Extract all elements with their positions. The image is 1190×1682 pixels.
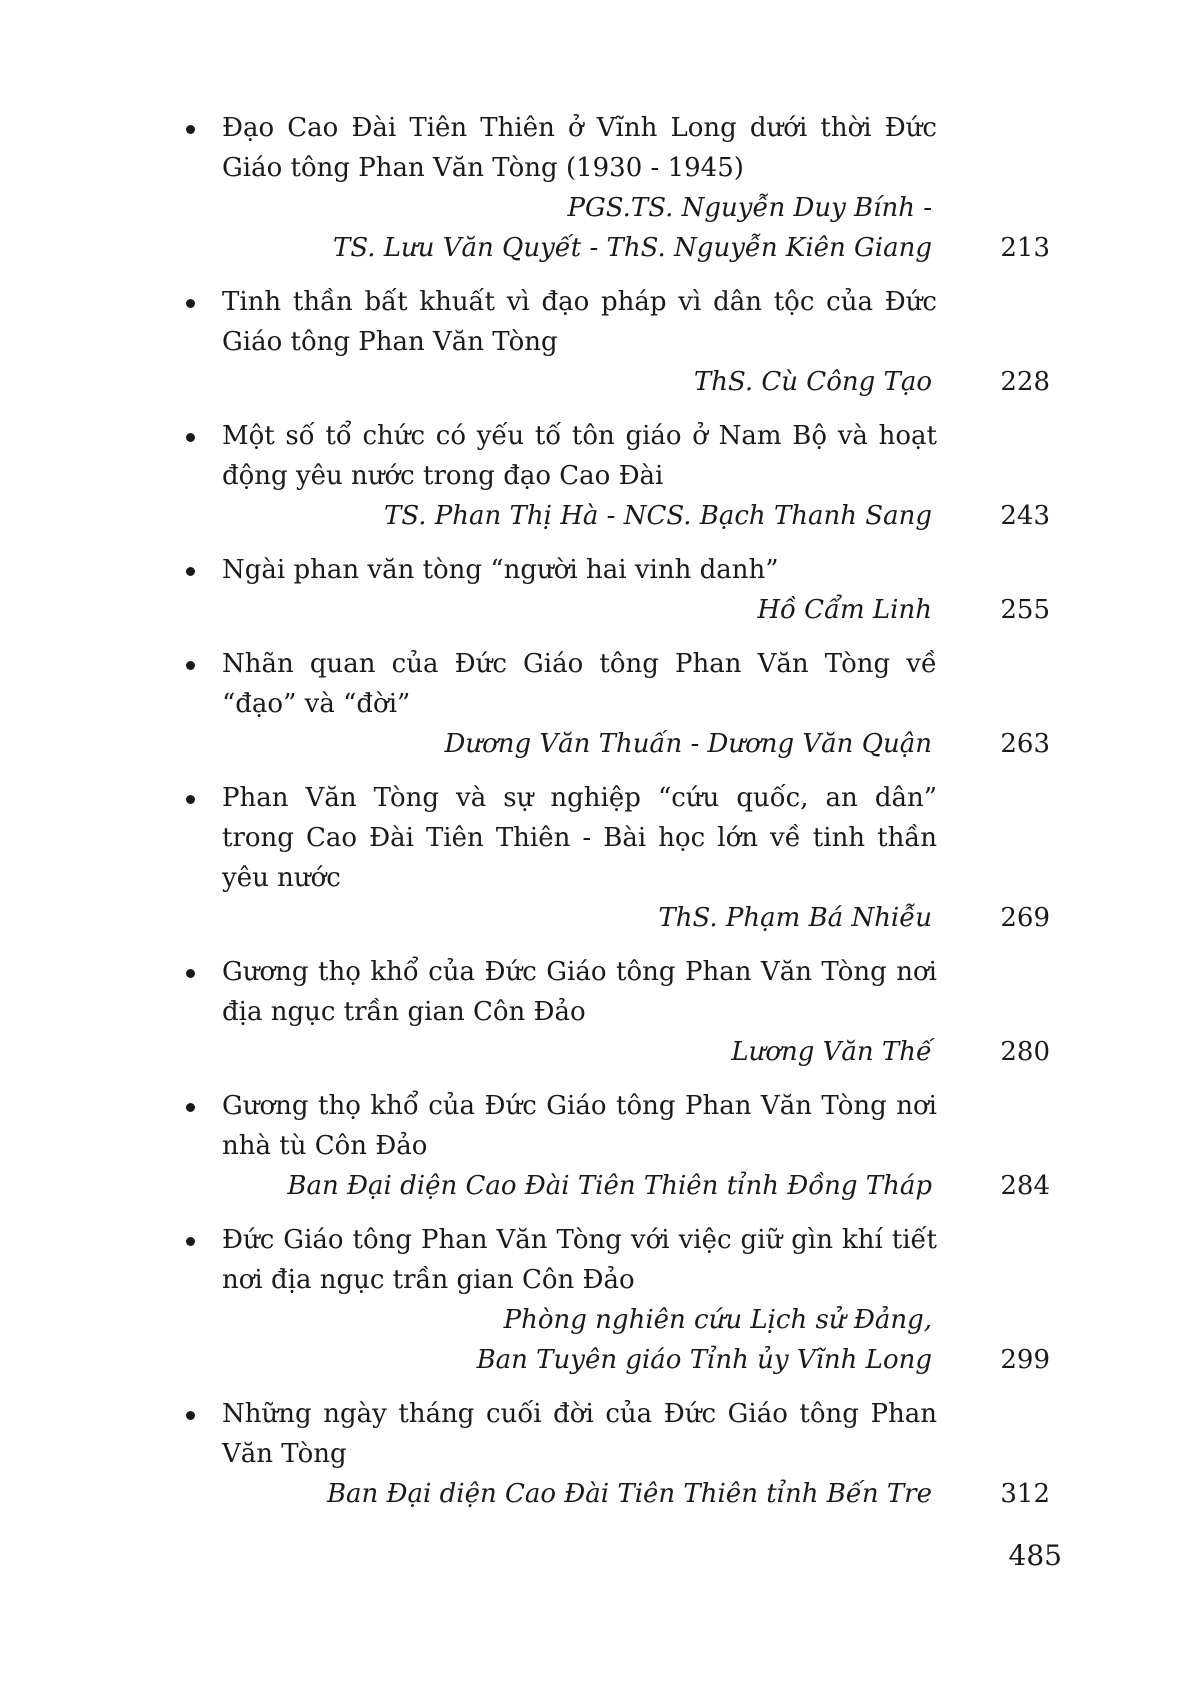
entry-author: Dương Văn Thuấn - Dương Văn Quận — [444, 729, 932, 759]
entry-title-text: Đức Giáo tông Phan Văn Tòng với việc giữ gìn khí tiết nơi địa ngục trần gian Côn Đảo — [222, 1225, 937, 1295]
entry-author: Phòng nghiên cứu Lịch sử Đảng, — [503, 1305, 932, 1335]
entry-title — [170, 108, 937, 188]
page-number: 485 — [1008, 1539, 1062, 1572]
entry-title-text: Gương thọ khổ của Đức Giáo tông Phan Văn Tòng nơi địa ngục trần gian Côn Đảo — [222, 957, 937, 1027]
author-row — [170, 496, 1050, 536]
entry-author: PGS.TS. Nguyễn Duy Bính - — [567, 193, 932, 223]
entry-title-text: Nhãn quan của Đức Giáo tông Phan Văn Tòng về “đạo” và “đời” — [222, 649, 937, 719]
entry-page-number: 228 — [1000, 367, 1050, 397]
author-row — [170, 1032, 1050, 1072]
entry-page-number: 213 — [1000, 233, 1050, 263]
author-row — [170, 724, 1050, 764]
table-of-contents — [170, 108, 1050, 1528]
entry-page-number: 269 — [1000, 903, 1050, 933]
bullet-icon — [186, 969, 195, 978]
bullet-icon — [186, 567, 195, 576]
entry-author: ThS. Phạm Bá Nhiễu — [658, 903, 932, 933]
entry-author: Hồ Cẩm Linh — [757, 595, 932, 625]
bullet-icon — [186, 1411, 195, 1420]
bullet-icon — [186, 299, 195, 308]
toc-entry — [170, 1220, 1050, 1380]
entry-page-number: 263 — [1000, 729, 1050, 759]
entry-title-text: Ngài phan văn tòng “người hai vinh danh” — [222, 555, 779, 585]
entry-author: Ban Tuyên giáo Tỉnh ủy Vĩnh Long — [476, 1345, 932, 1375]
entry-title-text: Tinh thần bất khuất vì đạo pháp vì dân tộc của Đức Giáo tông Phan Văn Tòng — [222, 287, 937, 357]
entry-title — [170, 416, 937, 496]
entry-title — [170, 952, 937, 1032]
entry-title-text: Đạo Cao Đài Tiên Thiên ở Vĩnh Long dưới thời Đức Giáo tông Phan Văn Tòng (1930 - 1945) — [222, 113, 937, 183]
bullet-icon — [186, 795, 195, 804]
toc-entry — [170, 1086, 1050, 1206]
bullet-icon — [186, 661, 195, 670]
entry-page-number: 312 — [1000, 1479, 1050, 1509]
bullet-icon — [186, 125, 195, 134]
author-row — [170, 590, 1050, 630]
entry-author: Lương Văn Thế — [731, 1037, 932, 1067]
entry-title-text: Một số tổ chức có yếu tố tôn giáo ở Nam Bộ và hoạt động yêu nước trong đạo Cao Đài — [222, 421, 937, 491]
toc-entry — [170, 952, 1050, 1072]
author-row — [170, 228, 1050, 268]
entry-author: Ban Đại diện Cao Đài Tiên Thiên tỉnh Bến Tre — [326, 1479, 932, 1509]
author-row — [170, 1166, 1050, 1206]
toc-entry — [170, 416, 1050, 536]
toc-entry — [170, 1394, 1050, 1514]
entry-author: TS. Lưu Văn Quyết - ThS. Nguyễn Kiên Giang — [332, 233, 932, 263]
bullet-icon — [186, 433, 195, 442]
entry-page-number: 299 — [1000, 1345, 1050, 1375]
toc-entry — [170, 778, 1050, 938]
author-row — [170, 898, 1050, 938]
entry-title — [170, 1086, 937, 1166]
entry-title — [170, 644, 937, 724]
entry-title — [170, 778, 937, 898]
bullet-icon — [186, 1237, 195, 1246]
entry-page-number: 284 — [1000, 1171, 1050, 1201]
entry-title — [170, 282, 937, 362]
entry-title — [170, 1220, 937, 1300]
author-row — [170, 362, 1050, 402]
author-row — [170, 1474, 1050, 1514]
toc-entry — [170, 282, 1050, 402]
entry-author: ThS. Cù Công Tạo — [693, 367, 932, 397]
entry-page-number: 280 — [1000, 1037, 1050, 1067]
toc-entry — [170, 644, 1050, 764]
entry-author: Ban Đại diện Cao Đài Tiên Thiên tỉnh Đồng Tháp — [287, 1171, 932, 1201]
entry-author: TS. Phan Thị Hà - NCS. Bạch Thanh Sang — [384, 501, 932, 531]
entry-title-text: Gương thọ khổ của Đức Giáo tông Phan Văn Tòng nơi nhà tù Côn Đảo — [222, 1091, 937, 1161]
author-row — [170, 188, 1050, 228]
entry-title — [170, 550, 937, 590]
bullet-icon — [186, 1103, 195, 1112]
author-row — [170, 1300, 1050, 1340]
entry-page-number: 243 — [1000, 501, 1050, 531]
entry-page-number: 255 — [1000, 595, 1050, 625]
entry-title-text: Những ngày tháng cuối đời của Đức Giáo tông Phan Văn Tòng — [222, 1399, 937, 1469]
author-row — [170, 1340, 1050, 1380]
toc-entry — [170, 108, 1050, 268]
entry-title-text: Phan Văn Tòng và sự nghiệp “cứu quốc, an dân” trong Cao Đài Tiên Thiên - Bài học lớn về tinh thần yêu nước — [222, 783, 937, 893]
toc-entry — [170, 550, 1050, 630]
entry-title — [170, 1394, 937, 1474]
